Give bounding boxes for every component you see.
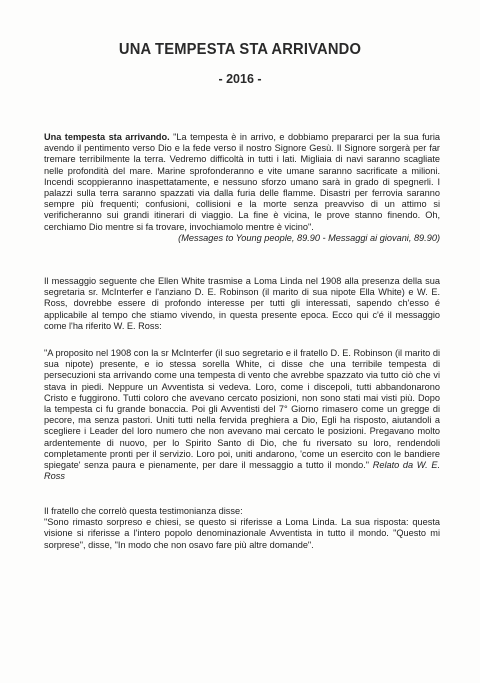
paragraph-intro-message: Il messaggio seguente che Ellen White trasmise a Loma Linda nel 1908 alla presenza della sua segretaria sr. McInterfer e l'anziano D. E. Robinson (il marito di sua nipote Ella White) e W. E. Ross, dovrebbe essere di profondo interesse per tutti gli interessati, sapendo ch'esso é applicabile al tempo che stiamo vivendo, in questa presente epoca. Ecco qui c'é il messaggio come l'ha riferito W. E. Ross: [44, 276, 440, 331]
paragraph-intro-line: Il fratello che correlò questa testimonianza disse: [44, 506, 243, 516]
paragraph-reference: (Messages to Young people, 89.90 - Messaggi ai giovani, 89.90) [178, 232, 440, 243]
paragraph-testimony [44, 506, 440, 551]
paragraph-quote-tempesta [44, 132, 440, 244]
paragraph-ross-message [44, 348, 440, 482]
paragraph-text: "A proposito nel 1908 con la sr McInterfer (il suo segretario e il fratello D. E. Robinson (il marito di sua nipote) presente, e io stessa sorella White, ci disse che una terribile tempesta di persecuzioni sta arrivando come una tempesta di vento che avrebbe spazzato via tutto ciò che vi stava in piedi. Neppure un Avventista si vedeva. Loro, come i discepoli, tutti abbandonarono Cristo e fuggirono. Tutti coloro che avevano cercato posizioni, non sono stati mai visti più. Dopo la tempesta ci fu grande bonaccia. Poi gli Avventisti del 7° Giorno rimasero come un gregge di pecore, ma senza pastori. Uniti tutti nella fervida preghiera a Dio, Egli ha risposto, aiutandoli a scegliere i Leader del loro numero che non avevano mai cercato le posizioni. Pregavano molto ardentemente di nuovo, per lo Spirito Santo di Dio, che fu riversato su loro, rendendoli completamente pronti per il servizio. Loro poi, uniti andarono, 'come un esercito con le bandiere spiegate' senza paura e pienamente, per dare il messaggio a tutto il mondo." [44, 348, 440, 471]
paragraph-reference: Relato da W. E. Ross [44, 460, 440, 482]
paragraph-lead: Una tempesta sta arrivando. [44, 132, 170, 142]
document-title: UNA TEMPESTA STA ARRIVANDO [118, 41, 362, 58]
paragraph-text: "La tempesta è in arrivo, e dobbiamo prepararci per la sua furia avendo il pentimento verso Dio e la fede verso il nostro Signore Gesù. Il Signore sorgerà per far tremare terribilmente la terra. Vedremo difficoltà in tutti i lati. Migliaia di navi saranno scagliate nelle profondità del mare. Marine sprofonderanno e vite umane saranno sacrificate a milioni. Incendi scoppieranno inaspettatamente, e nessuno sforzo umano sarà in grado di spegnerli. I palazzi sulla terra saranno spazzati via dalla furia delle flamme. Disastri per ferrovia saranno sempre più frequenti; confusioni, collisioni e la morte senza preavviso di un attimo si verificheranno sui grandi itinerari di viaggio. La fine è vicina, le prove stanno finendo. Oh, cerchiamo Dio mentre si fa trovare, invochiamolo mentre è vicino". [44, 132, 440, 232]
paragraph-text: "Sono rimasto sorpreso e chiesi, se questo si riferisse a Loma Linda. La sua risposta: questa visione si riferisse a l'intero popolo denominazionale Avventista in tutto il mondo. "Questo mi sorprese", disse, "In modo che non osavo fare più altre domande". [44, 517, 440, 550]
document-year: - 2016 - [218, 72, 262, 86]
